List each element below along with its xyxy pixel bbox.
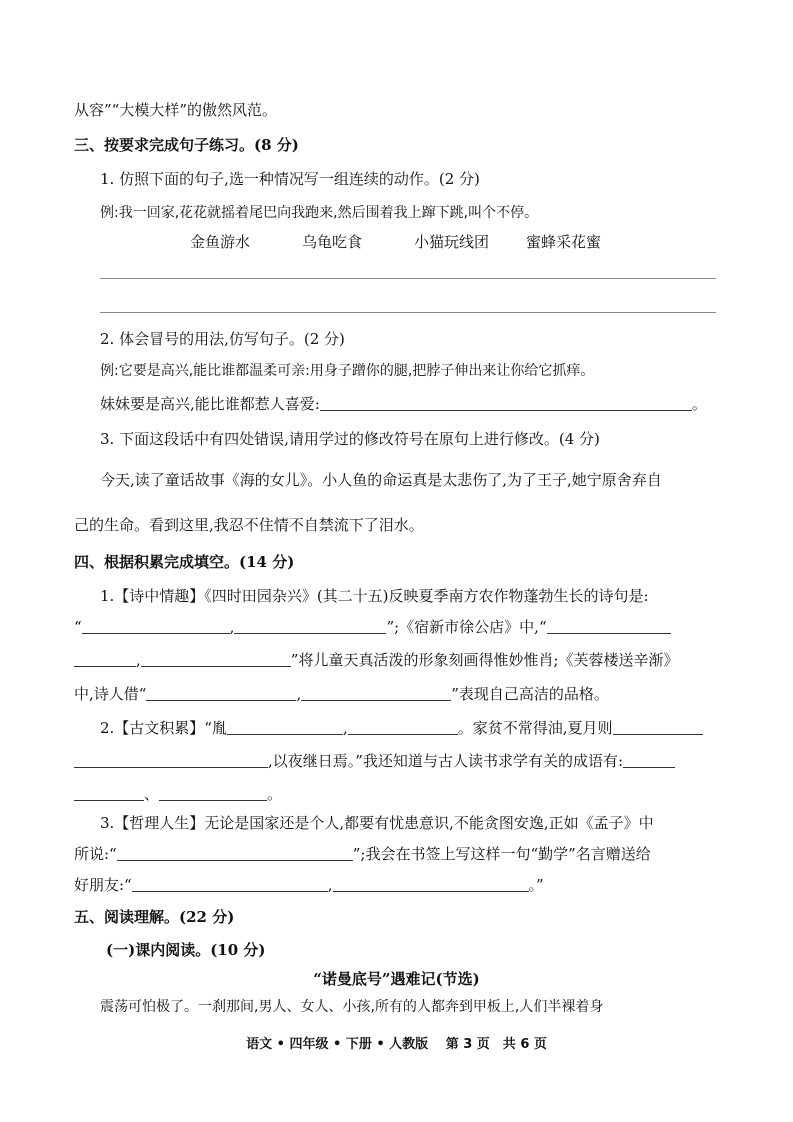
s4-q1-l4-rest: ”表现自己高洁的品格。 [451,685,609,703]
q2-prompt: 2. 体会冒号的用法,仿写句子。(2 分) [100,330,345,348]
s4-q2-line3 [74,784,282,804]
s4-q1-line1: 1.【诗中情趣】《四时田园杂兴》(其二十五)反映夏季南方农作物蓬勃生长的诗句是: [100,587,649,605]
s4-q1-blank-5[interactable] [141,651,291,667]
section5-heading: 五、阅读理解。(22 分) [74,908,235,926]
intro-tail-text: 从容”“大模大样”的傲然风范。 [74,101,278,119]
s4-q1-l2-quote: “ [74,618,82,636]
s4-q3-l3-start: 好朋友:“ [74,876,132,894]
section4-heading: 四、根据积累完成填空。(14 分) [74,553,295,571]
q2-fill-line [100,394,707,414]
s4-q1-blank-6[interactable] [146,685,296,701]
section5-sub1: (一)课内阅读。(10 分) [106,941,266,959]
s4-q2-blank-3[interactable] [613,719,703,735]
s4-q3-l2-start: 所说:“ [74,845,117,863]
s4-q2-blank-7[interactable] [159,785,267,801]
q3-passage-line-1: 今天,读了童话故事《海的女儿》。小人鱼的命运真是太悲伤了,为了王子,她宁原舍弃自 [100,471,662,489]
s4-q2-l3-sep: 、 [144,785,160,803]
s4-q1-blank-2[interactable] [234,618,386,634]
s4-q1-l2-comma: , [229,618,235,636]
s4-q3-line3 [74,875,544,895]
s4-q1-blank-4[interactable] [74,651,136,667]
page-footer: 语文 • 四年级 • 下册 • 人教版 第 3 页 共 6 页 [246,1037,547,1052]
s4-q1-line4 [74,684,609,704]
s4-q1-l3-comma: , [136,651,141,669]
q3-passage-line-2: 己的生命。看到这里,我忍不住情不自禁流下了泪水。 [74,516,424,534]
s4-q1-line3 [74,650,679,670]
option-turtle: 乌龟吃食 [302,233,363,251]
s4-q2-blank-6[interactable] [74,785,144,801]
q2-example: 例:它要是高兴,能比谁都温柔可亲:用身子蹭你的腿,把脖子伸出来让你给它抓痒。 [100,363,595,379]
s4-q2-l1-start: 2.【古文积累】“胤 [100,719,227,737]
s4-q2-l1-comma: , [342,719,348,737]
q2-fill-start: 妹妹要是高兴,能比谁都惹人喜爱: [100,395,320,413]
q2-fill-end: 。 [691,395,707,413]
passage-title: “诺曼底号”遇难记(节选) [313,970,480,988]
s4-q3-l3-end: 。” [528,876,544,894]
option-goldfish: 金鱼游水 [190,233,251,251]
s4-q2-l2-text: ,以夜继日焉。”我还知道与古人读书求学有关的成语有: [268,752,623,770]
s4-q3-line1: 3.【哲理人生】无论是国家还是个人,都要有忧患意识,不能贪图安逸,正如《孟子》中 [100,814,654,832]
s4-q2-blank-2[interactable] [348,719,458,735]
s4-q1-line2 [74,617,671,637]
s4-q3-blank-1[interactable] [117,845,353,861]
s4-q2-line1 [100,718,703,738]
s4-q1-blank-7[interactable] [301,685,451,701]
s4-q2-blank-1[interactable] [227,719,343,735]
s4-q2-blank-4[interactable] [74,752,268,768]
option-kitten: 小猫玩线团 [414,233,490,251]
s4-q2-l1-rest: 。家贫不常得油,夏月则 [457,719,613,737]
s4-q1-blank-3[interactable] [547,618,671,634]
s4-q3-blank-3[interactable] [333,876,529,892]
answer-line-1[interactable] [100,278,716,279]
q2-blank[interactable] [320,395,692,411]
s4-q1-l4-start: 中,诗人借“ [74,685,147,703]
q3-prompt: 3. 下面这段话中有四处错误,请用学过的修改符号在原句上进行修改。(4 分) [100,430,600,448]
answer-line-2[interactable] [100,312,716,313]
s4-q2-blank-5[interactable] [623,752,675,768]
s4-q3-l2-rest: ”;我会在书签上写这样一句“勤学”名言赠送给 [352,845,651,863]
q1-example: 例:我一回家,花花就摇着尾巴向我跑来,然后围着我上蹿下跳,叫个不停。 [100,205,539,221]
s4-q2-l3-end: 。 [267,785,283,803]
section3-heading: 三、按要求完成句子练习。(8 分) [74,136,299,154]
s4-q1-l3-rest: ”将儿童天真活泼的形象刻画得惟妙惟肖;《芙蓉楼送辛渐》 [290,651,679,669]
q1-prompt: 1. 仿照下面的句子,选一种情况写一组连续的动作。(2 分) [100,170,480,188]
s4-q1-l4-comma: , [296,685,302,703]
s4-q1-blank-1[interactable] [82,618,230,634]
option-bee: 蜜蜂采花蜜 [526,233,602,251]
s4-q3-blank-2[interactable] [132,876,328,892]
passage-line-1: 震荡可怕极了。一刹那间,男人、女人、小孩,所有的人都奔到甲板上,人们半裸着身 [100,999,604,1015]
s4-q3-l3-comma: , [327,876,333,894]
s4-q2-line2 [74,751,675,771]
s4-q1-l2-rest: ”;《宿新市徐公店》中,“ [386,618,547,636]
s4-q3-line2 [74,844,651,864]
